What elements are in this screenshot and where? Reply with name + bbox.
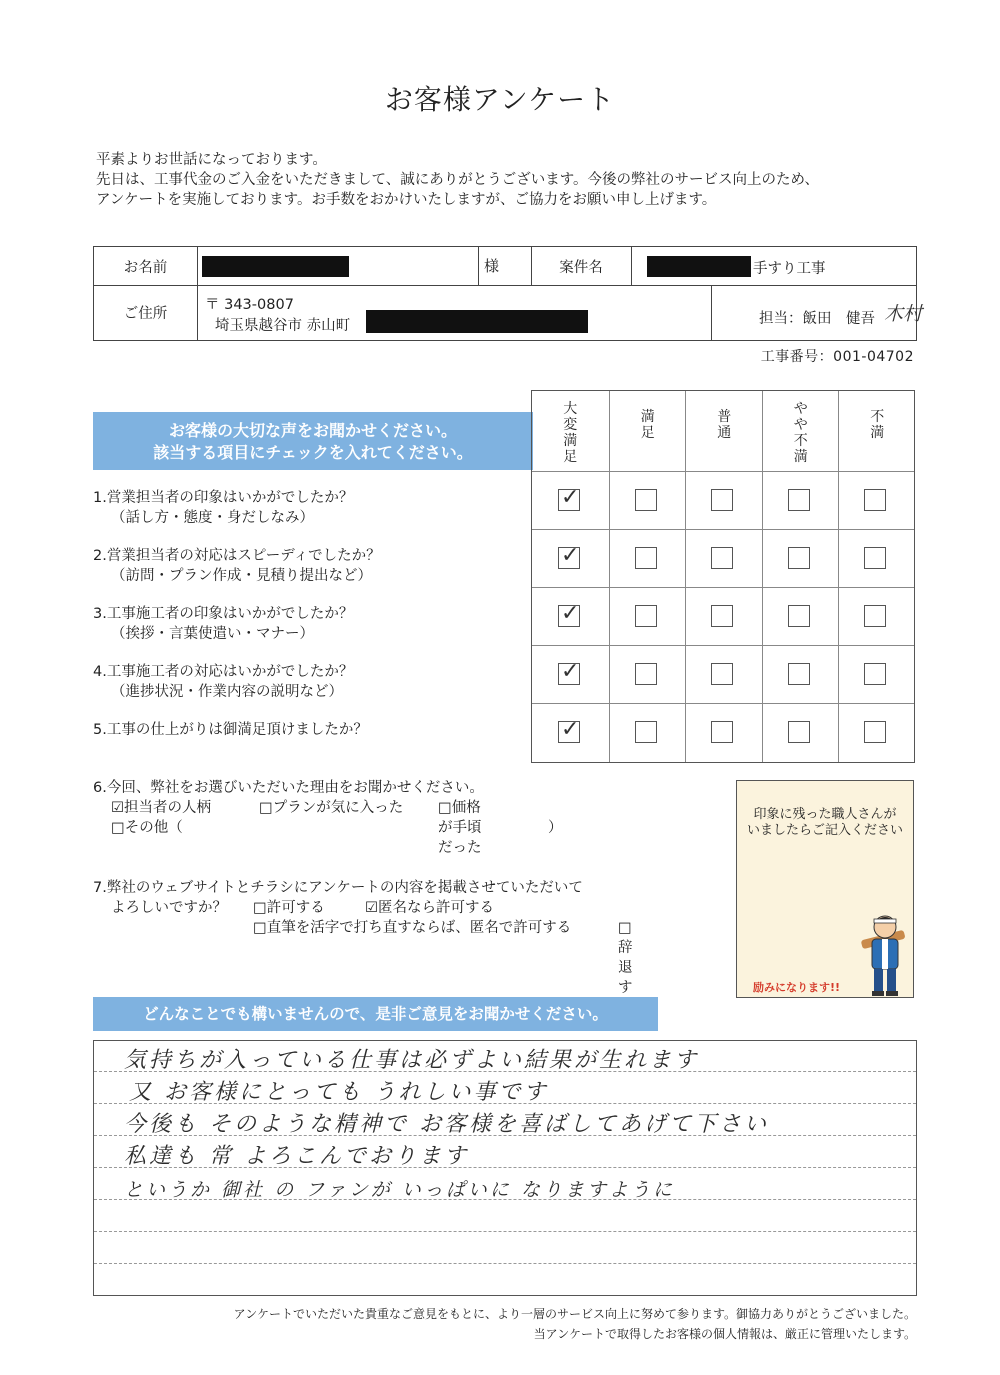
footer-thanks: アンケートでいただいた貴重なご意見をもとに、より一層のサービス向上に努めて参ります。御協力ありがとうございました。 bbox=[233, 1307, 916, 1321]
header-dissatisfied bbox=[839, 409, 916, 441]
honorific: 様 bbox=[484, 257, 500, 275]
question-4 bbox=[93, 662, 353, 702]
rating-column-dissatisfied bbox=[838, 391, 916, 762]
header-char: や bbox=[793, 401, 808, 417]
question-text: 4.工事施工者の対応はいかがでしたか？ bbox=[93, 664, 354, 680]
rating-column-neutral bbox=[685, 391, 763, 762]
question-sub: （話し方・態度・身だしなみ） bbox=[111, 510, 314, 526]
rating-checkbox-q5-3[interactable] bbox=[711, 721, 733, 743]
option-reasonable-price[interactable]: □価格が手頃だった bbox=[438, 800, 482, 856]
banner-line: 該当する項目にチェックを入れてください。 bbox=[153, 443, 473, 462]
header-somewhat-dissatisfied bbox=[763, 401, 840, 465]
intro-line: 平素よりお世話になっております。 bbox=[96, 152, 327, 168]
intro-text bbox=[96, 150, 819, 210]
question-text: 3.工事施工者の印象はいかがでしたか？ bbox=[93, 606, 354, 622]
handwritten-line: 今後も そのような精神で お客様を喜ばしてあげて下さい bbox=[124, 1112, 769, 1137]
rating-checkbox-q4-4[interactable] bbox=[788, 663, 810, 685]
rating-checkbox-q5-5[interactable] bbox=[864, 721, 886, 743]
option-liked-plan[interactable]: □プランが気に入った bbox=[259, 800, 404, 816]
header-char: 満 bbox=[870, 425, 885, 441]
header-char: 満 bbox=[563, 433, 578, 449]
header-char: 不 bbox=[870, 409, 885, 425]
card-text bbox=[737, 807, 913, 839]
option-permit-anonymous[interactable]: ☑匿名なら許可する bbox=[365, 900, 494, 916]
rating-checkbox-q4-3[interactable] bbox=[711, 663, 733, 685]
question-text: 6.今回、弊社をお選びいただいた理由をお聞かせください。 bbox=[93, 780, 484, 796]
rating-checkbox-q4-2[interactable] bbox=[635, 663, 657, 685]
question-sub: （訪問・プラン作成・見積り提出など） bbox=[111, 568, 372, 584]
project-redacted bbox=[647, 256, 751, 277]
project-label: 案件名 bbox=[559, 259, 603, 276]
address-text: 埼玉県越谷市 赤山町 bbox=[215, 318, 351, 334]
rating-column-satisfied bbox=[609, 391, 687, 762]
header-char: 足 bbox=[563, 449, 578, 465]
header-char: 通 bbox=[717, 425, 732, 441]
question-3 bbox=[93, 604, 353, 644]
card-footer: 励みになります!! bbox=[753, 981, 841, 994]
option-staff-personality[interactable]: ☑担当者の人柄 bbox=[111, 800, 211, 816]
handwritten-line: 気持ちが入っている仕事は必ずよい結果が生れます bbox=[124, 1048, 700, 1073]
rating-checkbox-q1-2[interactable] bbox=[635, 489, 657, 511]
comments-banner: どんなことでも構いませんので、是非ご意見をお聞かせください。 bbox=[93, 997, 658, 1031]
rating-checkbox-q3-3[interactable] bbox=[711, 605, 733, 627]
banner-line: お客様の大切な声をお聞かせください。 bbox=[168, 421, 457, 440]
survey-banner bbox=[93, 412, 533, 470]
header-neutral bbox=[686, 409, 763, 441]
question-1 bbox=[93, 488, 353, 528]
rating-column-very-satisfied bbox=[532, 391, 609, 762]
card-line: 印象に残った職人さんが bbox=[753, 807, 897, 822]
rating-grid bbox=[531, 390, 915, 763]
question-text: 1.営業担当者の印象はいかがでしたか？ bbox=[93, 490, 354, 506]
rating-checkbox-q5-4[interactable] bbox=[788, 721, 810, 743]
checkmark-icon: ✓ bbox=[561, 601, 580, 626]
rating-checkbox-q3-2[interactable] bbox=[635, 605, 657, 627]
option-other-close: ） bbox=[548, 820, 563, 836]
question-2 bbox=[93, 546, 381, 586]
page-title: お客様アンケート bbox=[384, 83, 616, 116]
handwritten-line: というか 御社 の ファンが いっぱいに なりますように bbox=[124, 1179, 675, 1201]
header-char: 不 bbox=[793, 433, 808, 449]
question-sub: （挨拶・言葉使遣い・マナー） bbox=[111, 626, 314, 642]
checkmark-icon: ✓ bbox=[561, 659, 580, 684]
comment-area bbox=[93, 1040, 917, 1296]
option-retype-anonymous[interactable]: □直筆を活字で打ち直すならば、匿名で許可する bbox=[253, 920, 572, 936]
craftsman-illustration-icon bbox=[859, 909, 911, 997]
header-char: 変 bbox=[563, 417, 578, 433]
rating-checkbox-q2-3[interactable] bbox=[711, 547, 733, 569]
option-other[interactable]: □その他（ bbox=[111, 820, 183, 836]
footer-privacy: 当アンケートで取得したお客様の個人情報は、厳正に管理いたします。 bbox=[533, 1327, 916, 1341]
checkmark-icon: ✓ bbox=[561, 543, 580, 568]
rating-column-somewhat-dissatisfied bbox=[762, 391, 840, 762]
question-text: 7.弊社のウェブサイトとチラシにアンケートの内容を掲載させていただいて bbox=[93, 880, 583, 896]
question-5 bbox=[93, 720, 368, 740]
header-satisfied bbox=[610, 409, 687, 441]
staff-name: 担当：飯田 健吾 bbox=[759, 311, 875, 327]
header-char: 足 bbox=[640, 425, 655, 441]
postal-code: 〒 343-0807 bbox=[205, 297, 294, 313]
rating-checkbox-q1-4[interactable] bbox=[788, 489, 810, 511]
rating-checkbox-q2-2[interactable] bbox=[635, 547, 657, 569]
craftsman-card bbox=[736, 780, 914, 998]
option-permit[interactable]: □許可する bbox=[253, 900, 325, 916]
card-line: いましたらご記入ください bbox=[746, 823, 903, 838]
question-text: 2.営業担当者の対応はスピーディでしたか？ bbox=[93, 548, 381, 564]
header-char: 満 bbox=[640, 409, 655, 425]
rating-checkbox-q3-4[interactable] bbox=[788, 605, 810, 627]
address-redacted bbox=[366, 310, 588, 333]
info-row-name bbox=[94, 247, 916, 286]
rating-checkbox-q5-2[interactable] bbox=[635, 721, 657, 743]
header-very-satisfied bbox=[532, 401, 609, 465]
header-char: や bbox=[793, 417, 808, 433]
rating-checkbox-q2-5[interactable] bbox=[864, 547, 886, 569]
header-char: 大 bbox=[563, 401, 578, 417]
intro-line: 先日は、工事代金のご入金をいただきまして、誠にありがとうございます。今後の弊社のサービス向上のため、 bbox=[96, 172, 819, 188]
rating-checkbox-q3-5[interactable] bbox=[864, 605, 886, 627]
option-decline[interactable]: □辞退す bbox=[618, 920, 633, 996]
question-7 bbox=[93, 878, 633, 996]
question-sub: （進捗状況・作業内容の説明など） bbox=[111, 684, 343, 700]
rating-checkbox-q1-5[interactable] bbox=[864, 489, 886, 511]
work-number: 工事番号：001-04702 bbox=[760, 349, 914, 365]
name-redacted bbox=[202, 256, 349, 277]
staff-signature: 木村 bbox=[884, 303, 923, 325]
checkmark-icon: ✓ bbox=[561, 485, 580, 510]
name-label: お名前 bbox=[123, 259, 168, 276]
header-char: 満 bbox=[793, 449, 808, 465]
customer-info-table bbox=[93, 246, 923, 341]
question-text-cont: よろしいですか？ bbox=[111, 900, 227, 916]
header-char: 普 bbox=[717, 409, 732, 425]
rating-checkbox-q4-5[interactable] bbox=[864, 663, 886, 685]
rating-checkbox-q2-4[interactable] bbox=[788, 547, 810, 569]
address-label: ご住所 bbox=[123, 306, 168, 322]
rating-checkbox-q1-3[interactable] bbox=[711, 489, 733, 511]
handwritten-line: 私達も 常 よろこんでおります bbox=[124, 1144, 469, 1169]
intro-line: アンケートを実施しております。お手数をおかけいたしますが、ご協力をお願い申し上げます。 bbox=[96, 192, 717, 208]
handwritten-line: 又 お客様にとっても うれしい事です bbox=[129, 1080, 549, 1105]
question-6 bbox=[93, 778, 563, 856]
checkmark-icon: ✓ bbox=[561, 717, 580, 742]
project-suffix: 手すり工事 bbox=[753, 261, 826, 277]
question-text: 5.工事の仕上がりは御満足頂けましたか？ bbox=[93, 722, 368, 738]
